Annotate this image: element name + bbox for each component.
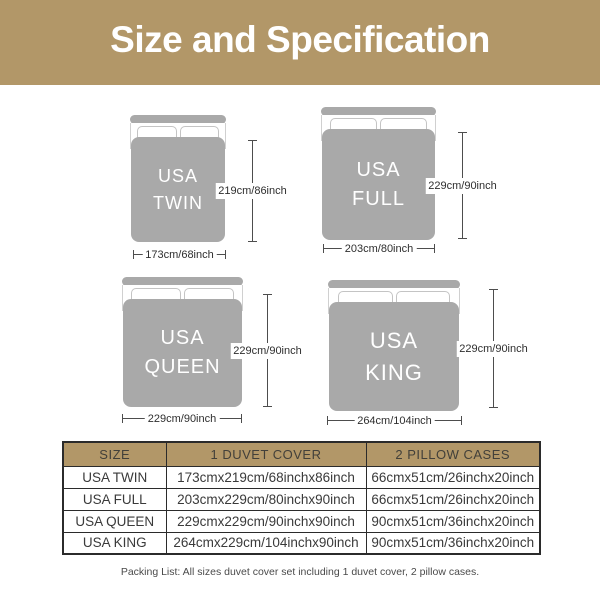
width-dimension-label: 203cm/80inch (342, 241, 417, 257)
width-dimension-usa-queen (122, 412, 242, 425)
bed-duvet (131, 137, 225, 242)
width-dimension-label: 264cm/104inch (354, 413, 435, 429)
height-dimension-label: 229cm/90inch (425, 178, 500, 194)
col-header-duvet-cover: 1 DUVET COVER (166, 442, 366, 466)
bed-diagram-usa-king (328, 280, 460, 411)
bed-duvet (322, 129, 435, 240)
bed-size-label-line2: FULL (352, 187, 405, 210)
height-dimension-label: 219cm/86inch (215, 183, 290, 199)
bed-size-label-line1: USA (356, 158, 401, 181)
cell-duvet-dimensions: 264cmx229cm/104inchx90inch (166, 532, 366, 554)
width-dimension-label: 173cm/68inch (142, 247, 217, 263)
height-dimension-usa-twin (218, 140, 287, 242)
col-header-size: SIZE (63, 442, 166, 466)
cell-pillow-dimensions: 90cmx51cm/36inchx20inch (366, 532, 540, 554)
bed-duvet (123, 299, 242, 407)
cell-size: USA KING (63, 532, 166, 554)
width-dimension-usa-king (327, 414, 462, 427)
bed-diagram-usa-twin (130, 115, 226, 242)
bed-size-label-line2: TWIN (153, 192, 203, 213)
col-header-pillow-cases: 2 PILLOW CASES (366, 442, 540, 466)
bed-size-label-line1: USA (160, 327, 205, 349)
height-dimension-usa-queen (233, 294, 302, 407)
title-banner (0, 0, 600, 85)
cell-pillow-dimensions: 66cmx51cm/26inchx20inch (366, 488, 540, 510)
bed-size-label-line2: KING (365, 359, 423, 385)
cell-pillow-dimensions: 90cmx51cm/36inchx20inch (366, 510, 540, 532)
width-dimension-usa-full (323, 242, 435, 255)
table-row-usa-king (63, 532, 540, 554)
width-dimension-usa-twin (133, 248, 226, 261)
size-spec-table (62, 441, 541, 555)
table-row-usa-full (63, 488, 540, 510)
bed-diagram-usa-queen (122, 277, 243, 407)
packing-list-note: Packing List: All sizes duvet cover set including 1 duvet cover, 2 pillow cases. (120, 566, 480, 578)
cell-duvet-dimensions: 173cmx219cm/68inchx86inch (166, 466, 366, 488)
cell-size: USA QUEEN (63, 510, 166, 532)
height-dimension-label: 229cm/90inch (456, 341, 531, 357)
bed-size-label-line2: QUEEN (144, 356, 221, 378)
height-dimension-usa-king (459, 289, 528, 408)
cell-duvet-dimensions: 203cmx229cm/80inchx90inch (166, 488, 366, 510)
bed-size-label-line1: USA (157, 166, 198, 187)
table-row-usa-twin (63, 466, 540, 488)
bed-size-label-line1: USA (369, 327, 419, 353)
bed-duvet (329, 302, 459, 411)
table-header-row (63, 442, 540, 466)
width-dimension-label: 229cm/90inch (145, 411, 220, 427)
table-row-usa-queen (63, 510, 540, 532)
height-dimension-label: 229cm/90inch (230, 343, 305, 359)
cell-duvet-dimensions: 229cmx229cm/90inchx90inch (166, 510, 366, 532)
cell-size: USA TWIN (63, 466, 166, 488)
cell-pillow-dimensions: 66cmx51cm/26inchx20inch (366, 466, 540, 488)
bed-diagram-usa-full (321, 107, 436, 240)
page-title: Size and Specification (110, 18, 490, 60)
height-dimension-usa-full (428, 132, 497, 239)
cell-size: USA FULL (63, 488, 166, 510)
